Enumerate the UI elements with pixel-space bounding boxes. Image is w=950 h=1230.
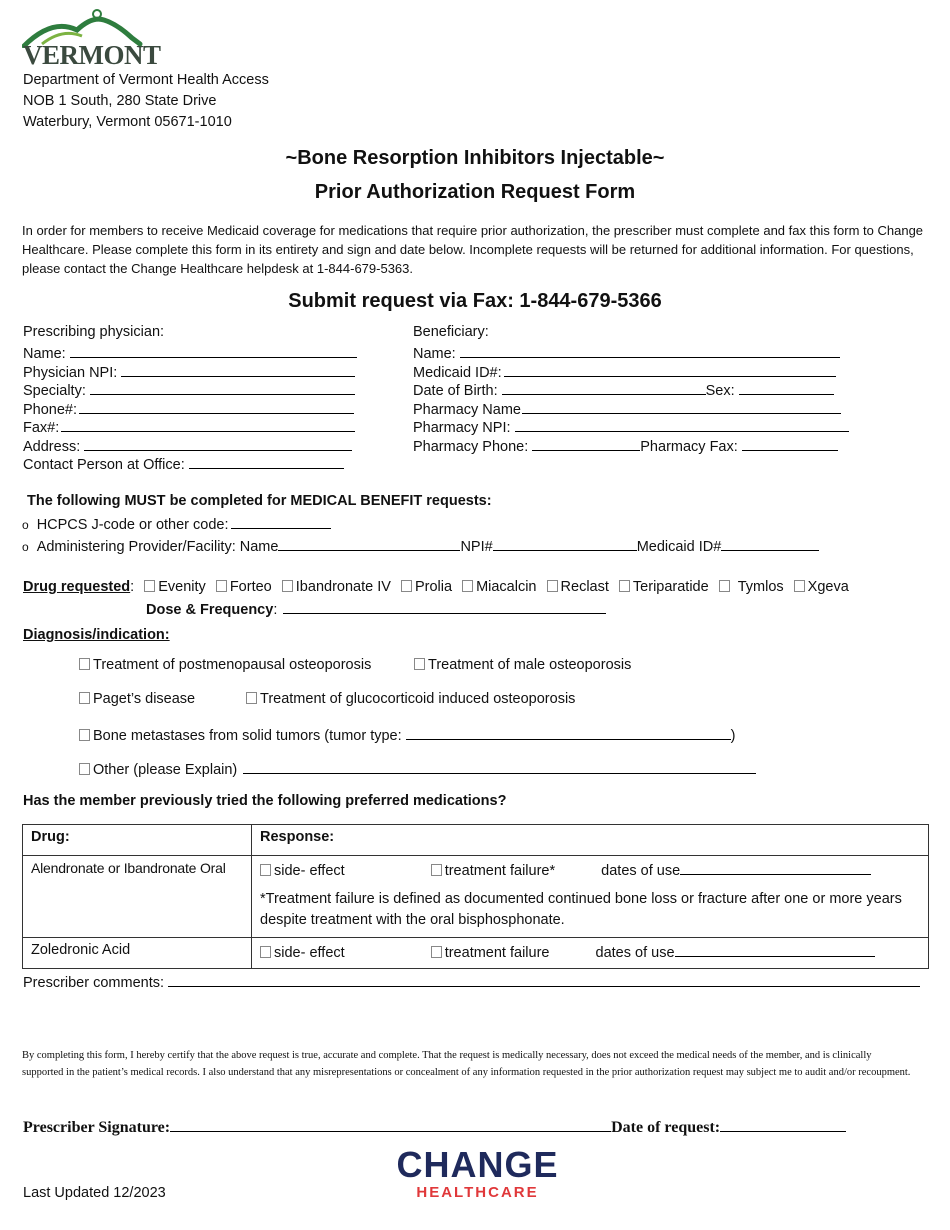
checkbox-icon (79, 763, 90, 775)
medicaid-id-field[interactable]: Medicaid ID#: (413, 362, 836, 381)
table-row (23, 856, 929, 938)
checkbox-icon (794, 580, 805, 592)
prescriber-address-field[interactable]: Address: (23, 436, 352, 455)
checkbox-icon (431, 946, 442, 958)
dx-postmenopausal[interactable]: Treatment of postmenopausal osteoporosis (79, 657, 371, 673)
prescriber-heading: Prescribing physician: (23, 324, 165, 340)
drug-option-teriparatide[interactable]: Teriparatide (619, 579, 709, 595)
hcpcs-field[interactable]: o HCPCS J-code or other code: (22, 514, 331, 533)
drug-option-miacalcin[interactable]: Miacalcin (462, 579, 536, 595)
prescriber-fax-field[interactable]: Fax#: (23, 417, 355, 436)
row2-dates-of-use[interactable]: dates of use (596, 945, 875, 961)
vermont-logo (22, 8, 161, 70)
checkbox-icon (462, 580, 473, 592)
checkbox-icon (216, 580, 227, 592)
col-response-header: Response: (252, 825, 929, 856)
dept-address-line2: Waterbury, Vermont 05671-1010 (23, 114, 232, 130)
change-healthcare-logo (395, 1145, 560, 1205)
prescriber-specialty-field[interactable]: Specialty: (23, 380, 355, 399)
dob-field[interactable]: Date of Birth: Sex: (413, 380, 834, 399)
brand-wordmark: CHANGE (396, 1144, 559, 1185)
beneficiary-name-field[interactable]: Name: (413, 343, 840, 362)
dx-male-osteoporosis[interactable]: Treatment of male osteoporosis (414, 657, 631, 673)
drug-option-ibandronate-iv[interactable]: Ibandronate IV (282, 579, 391, 595)
last-updated: Last Updated 12/2023 (23, 1185, 166, 1201)
row2-treatment-failure[interactable]: treatment failure (431, 945, 550, 961)
row1-treatment-failure[interactable]: treatment failure* (431, 863, 555, 879)
col-drug-header: Drug: (23, 825, 252, 856)
beneficiary-heading: Beneficiary: (413, 324, 489, 340)
checkbox-icon (282, 580, 293, 592)
brand-subtitle: HEALTHCARE (416, 1184, 539, 1201)
drug-option-xgeva[interactable]: Xgeva (794, 579, 849, 595)
checkbox-icon (144, 580, 155, 592)
row2-side-effect[interactable]: side- effect (260, 945, 345, 961)
checkbox-icon (260, 864, 271, 876)
drug-option-tymlos[interactable]: Tymlos (719, 579, 784, 595)
dx-pagets[interactable]: Paget’s disease (79, 691, 195, 707)
prior-meds-table (22, 824, 929, 969)
checkbox-icon (260, 946, 271, 958)
checkbox-icon (79, 729, 90, 741)
checkbox-icon (401, 580, 412, 592)
date-label: Date of request: (611, 1119, 721, 1136)
drug-requested-row: Drug requested: Evenity Forteo Ibandronate IV Prolia Miacalcin Reclast Teriparatide Tymlos Xgeva (23, 579, 849, 595)
row1-drug: Alendronate or Ibandronate Oral (23, 856, 252, 938)
drug-option-prolia[interactable]: Prolia (401, 579, 452, 595)
administering-provider-field[interactable]: o Administering Provider/Facility: Name NPI# Medicaid ID# (22, 536, 819, 555)
checkbox-icon (79, 692, 90, 704)
drug-option-forteo[interactable]: Forteo (216, 579, 272, 595)
intro-paragraph: In order for members to receive Medicaid coverage for medications that require prior authorization, the prescriber must complete and fax this form to Change Healthcare. Please complete this form in its entirety and sign and date below. Incomplete requests will be returned for additional information. For questions, please contact the Change Healthcare helpdesk at 1-844-679-5363. (22, 223, 924, 276)
certification-text: By completing this form, I hereby certify that the above request is true, accurate and complete. That the request is medically necessary, does not exceed the medical needs of the member, and is clinically supported in the patient’s medical records. I also understand that any misrepresentations or concealment of any information requested in the prior authorization request may subject me to audit and/or recoupment. (22, 1050, 911, 1078)
dx-other[interactable]: Other (please Explain) (79, 759, 756, 778)
prescriber-comments-field[interactable]: Prescriber comments: (23, 972, 920, 991)
drug-requested-label: Drug requested (23, 579, 131, 595)
dx-glucocorticoid[interactable]: Treatment of glucocorticoid induced osteoporosis (246, 691, 575, 707)
signature-row[interactable] (23, 1114, 846, 1137)
diagnosis-label: Diagnosis/indication: (23, 627, 170, 643)
dept-name: Department of Vermont Health Access (23, 72, 269, 88)
prescriber-phone-field[interactable]: Phone#: (23, 399, 354, 418)
form-title-line2: Prior Authorization Request Form (314, 181, 636, 203)
contact-person-field[interactable]: Contact Person at Office: (23, 454, 344, 473)
pharmacy-name-field[interactable]: Pharmacy Name (413, 399, 841, 418)
medical-benefit-heading: The following MUST be completed for MEDICAL BENEFIT requests: (27, 493, 492, 509)
checkbox-icon (414, 658, 425, 670)
pharmacy-fax-label: Pharmacy Fax: (640, 439, 738, 455)
dept-address-line1: NOB 1 South, 280 State Drive (23, 93, 217, 109)
prescriber-name-field[interactable]: Name: (23, 343, 357, 362)
checkbox-icon (619, 580, 630, 592)
checkbox-icon (79, 658, 90, 670)
dx-bone-metastases[interactable]: Bone metastases from solid tumors (tumor type: ) (79, 725, 736, 744)
pharmacy-phone-field[interactable]: Pharmacy Phone: Pharmacy Fax: (413, 436, 838, 455)
fax-heading: Submit request via Fax: 1-844-679-5366 (288, 290, 662, 312)
prior-meds-question: Has the member previously tried the following preferred medications? (23, 793, 507, 809)
sex-label: Sex: (705, 383, 735, 399)
row2-drug: Zoledronic Acid (23, 938, 252, 969)
checkbox-icon (547, 580, 558, 592)
dose-frequency-field[interactable]: Dose & Frequency: (146, 599, 606, 618)
checkbox-icon (246, 692, 257, 704)
pharmacy-npi-field[interactable]: Pharmacy NPI: (413, 417, 849, 436)
signature-label: Prescriber Signature: (23, 1119, 171, 1136)
checkbox-icon (719, 580, 730, 592)
checkbox-icon (431, 864, 442, 876)
treatment-failure-note: *Treatment failure is defined as documented continued bone loss or fracture after one or more years despite treatment with the oral bisphosphonate. (260, 891, 902, 928)
table-row (23, 938, 929, 969)
drug-option-reclast[interactable]: Reclast (547, 579, 609, 595)
drug-option-evenity[interactable]: Evenity (144, 579, 206, 595)
logo-wordmark: VERMONT (23, 40, 161, 70)
prescriber-npi-field[interactable]: Physician NPI: (23, 362, 355, 381)
row1-side-effect[interactable]: side- effect (260, 863, 345, 879)
form-title-line1: ~Bone Resorption Inhibitors Injectable~ (285, 147, 665, 169)
row1-dates-of-use[interactable]: dates of use (601, 863, 871, 879)
